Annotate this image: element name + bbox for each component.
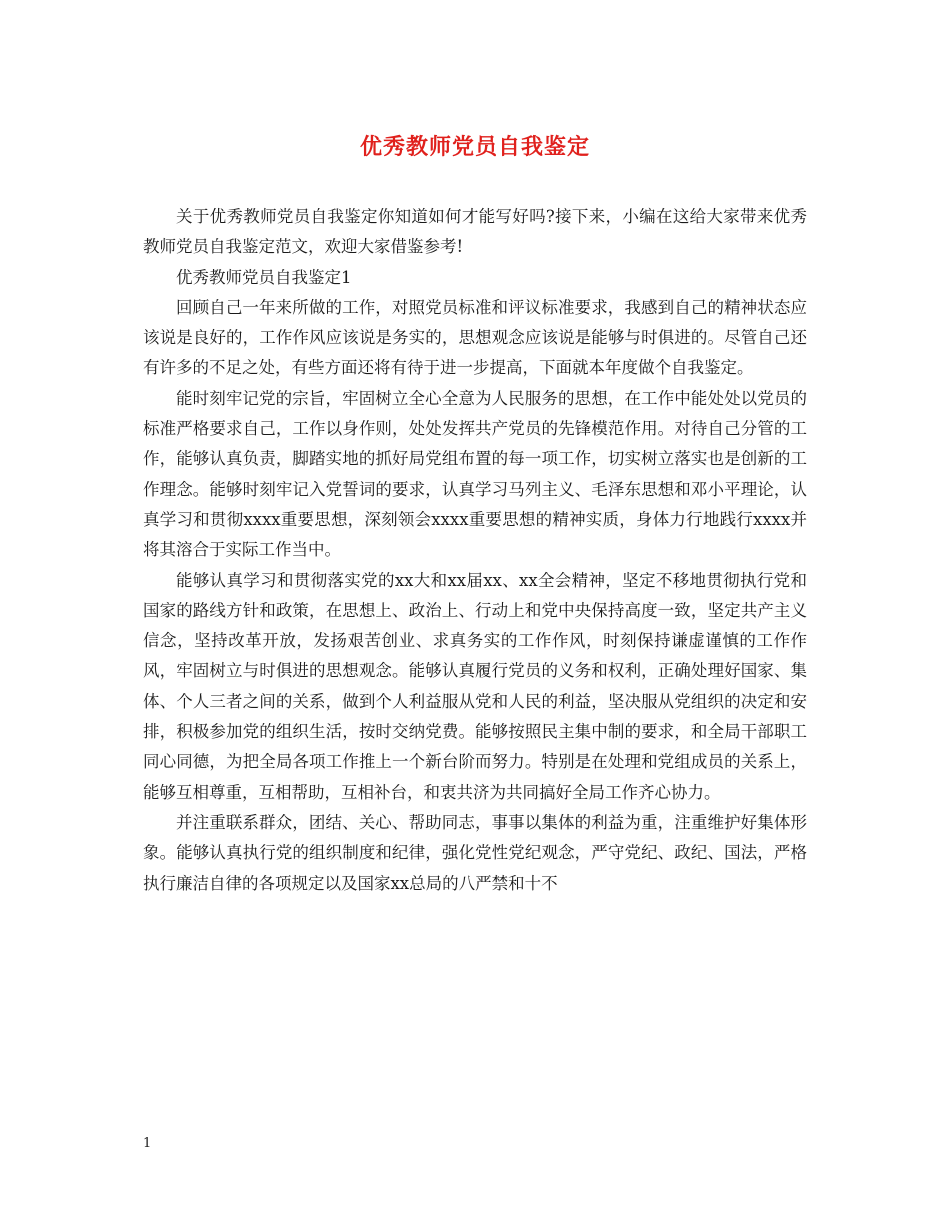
section-heading: 优秀教师党员自我鉴定1 bbox=[176, 267, 352, 287]
paragraph-intro: 关于优秀教师党员自我鉴定你知道如何才能写好吗?接下来，小编在这给大家带来优秀教师党员自我鉴定范文，欢迎大家借鉴参考! bbox=[143, 207, 807, 257]
page-number: 1 bbox=[143, 1136, 152, 1151]
document-body bbox=[143, 202, 807, 899]
paragraph-policy: 能够认真学习和贯彻落实党的xx大和xx届xx、xx全会精神，坚定不移地贯彻执行党和国家的路线方针和政策，在思想上、政治上、行动上和党中央保持高度一致，坚定共产主义信念，坚持改革开放，发扬艰苦创业、求真务实的工作作风，时刻保持谦虚谨慎的工作作风，牢固树立与时俱进的思想观念。能够认真履行党员的义务和权利，正确处理好国家、集体、个人三者之间的关系，做到个人利益服从党和人民的利益，坚决服从党组织的决定和安排，积极参加党的组织生活，按时交纳党费。能够按照民主集中制的要求，和全局干部职工同心同德，为把全局各项工作推上一个新台阶而努力。特别是在处理和党组成员的关系上，能够互相尊重，互相帮助，互相补台，和衷共济为共同搞好全局工作齐心协力。 bbox=[143, 570, 807, 802]
paragraph-purpose: 能时刻牢记党的宗旨，牢固树立全心全意为人民服务的思想，在工作中能处处以党员的标准严格要求自己，工作以身作则，处处发挥共产党员的先锋模范作用。对待自己分管的工作，能够认真负责，脚踏实地的抓好局党组布置的每一项工作，切实树立落实也是创新的工作理念。能够时刻牢记入党誓词的要求，认真学习马列主义、毛泽东思想和邓小平理论，认真学习和贯彻xxxx重要思想，深刻领会xxxx重要思想的精神实质，身体力行地践行xxxx并将其溶合于实际工作当中。 bbox=[143, 388, 807, 560]
page-title: 优秀教师党员自我鉴定 bbox=[359, 134, 590, 160]
paragraph-masses: 并注重联系群众，团结、关心、帮助同志，事事以集体的利益为重，注重维护好集体形象。能够认真执行党的组织制度和纪律，强化党性党纪观念，严守党纪、政纪、国法，严格执行廉洁自律的各项规定以及国家xx总局的八严禁和十不 bbox=[143, 812, 807, 893]
paragraph-review: 回顾自己一年来所做的工作，对照党员标准和评议标准要求，我感到自己的精神状态应该说是良好的，工作作风应该说是务实的，思想观念应该说是能够与时俱进的。尽管自己还有许多的不足之处，有些方面还将有待于进一步提高，下面就本年度做个自我鉴定。 bbox=[143, 297, 807, 378]
